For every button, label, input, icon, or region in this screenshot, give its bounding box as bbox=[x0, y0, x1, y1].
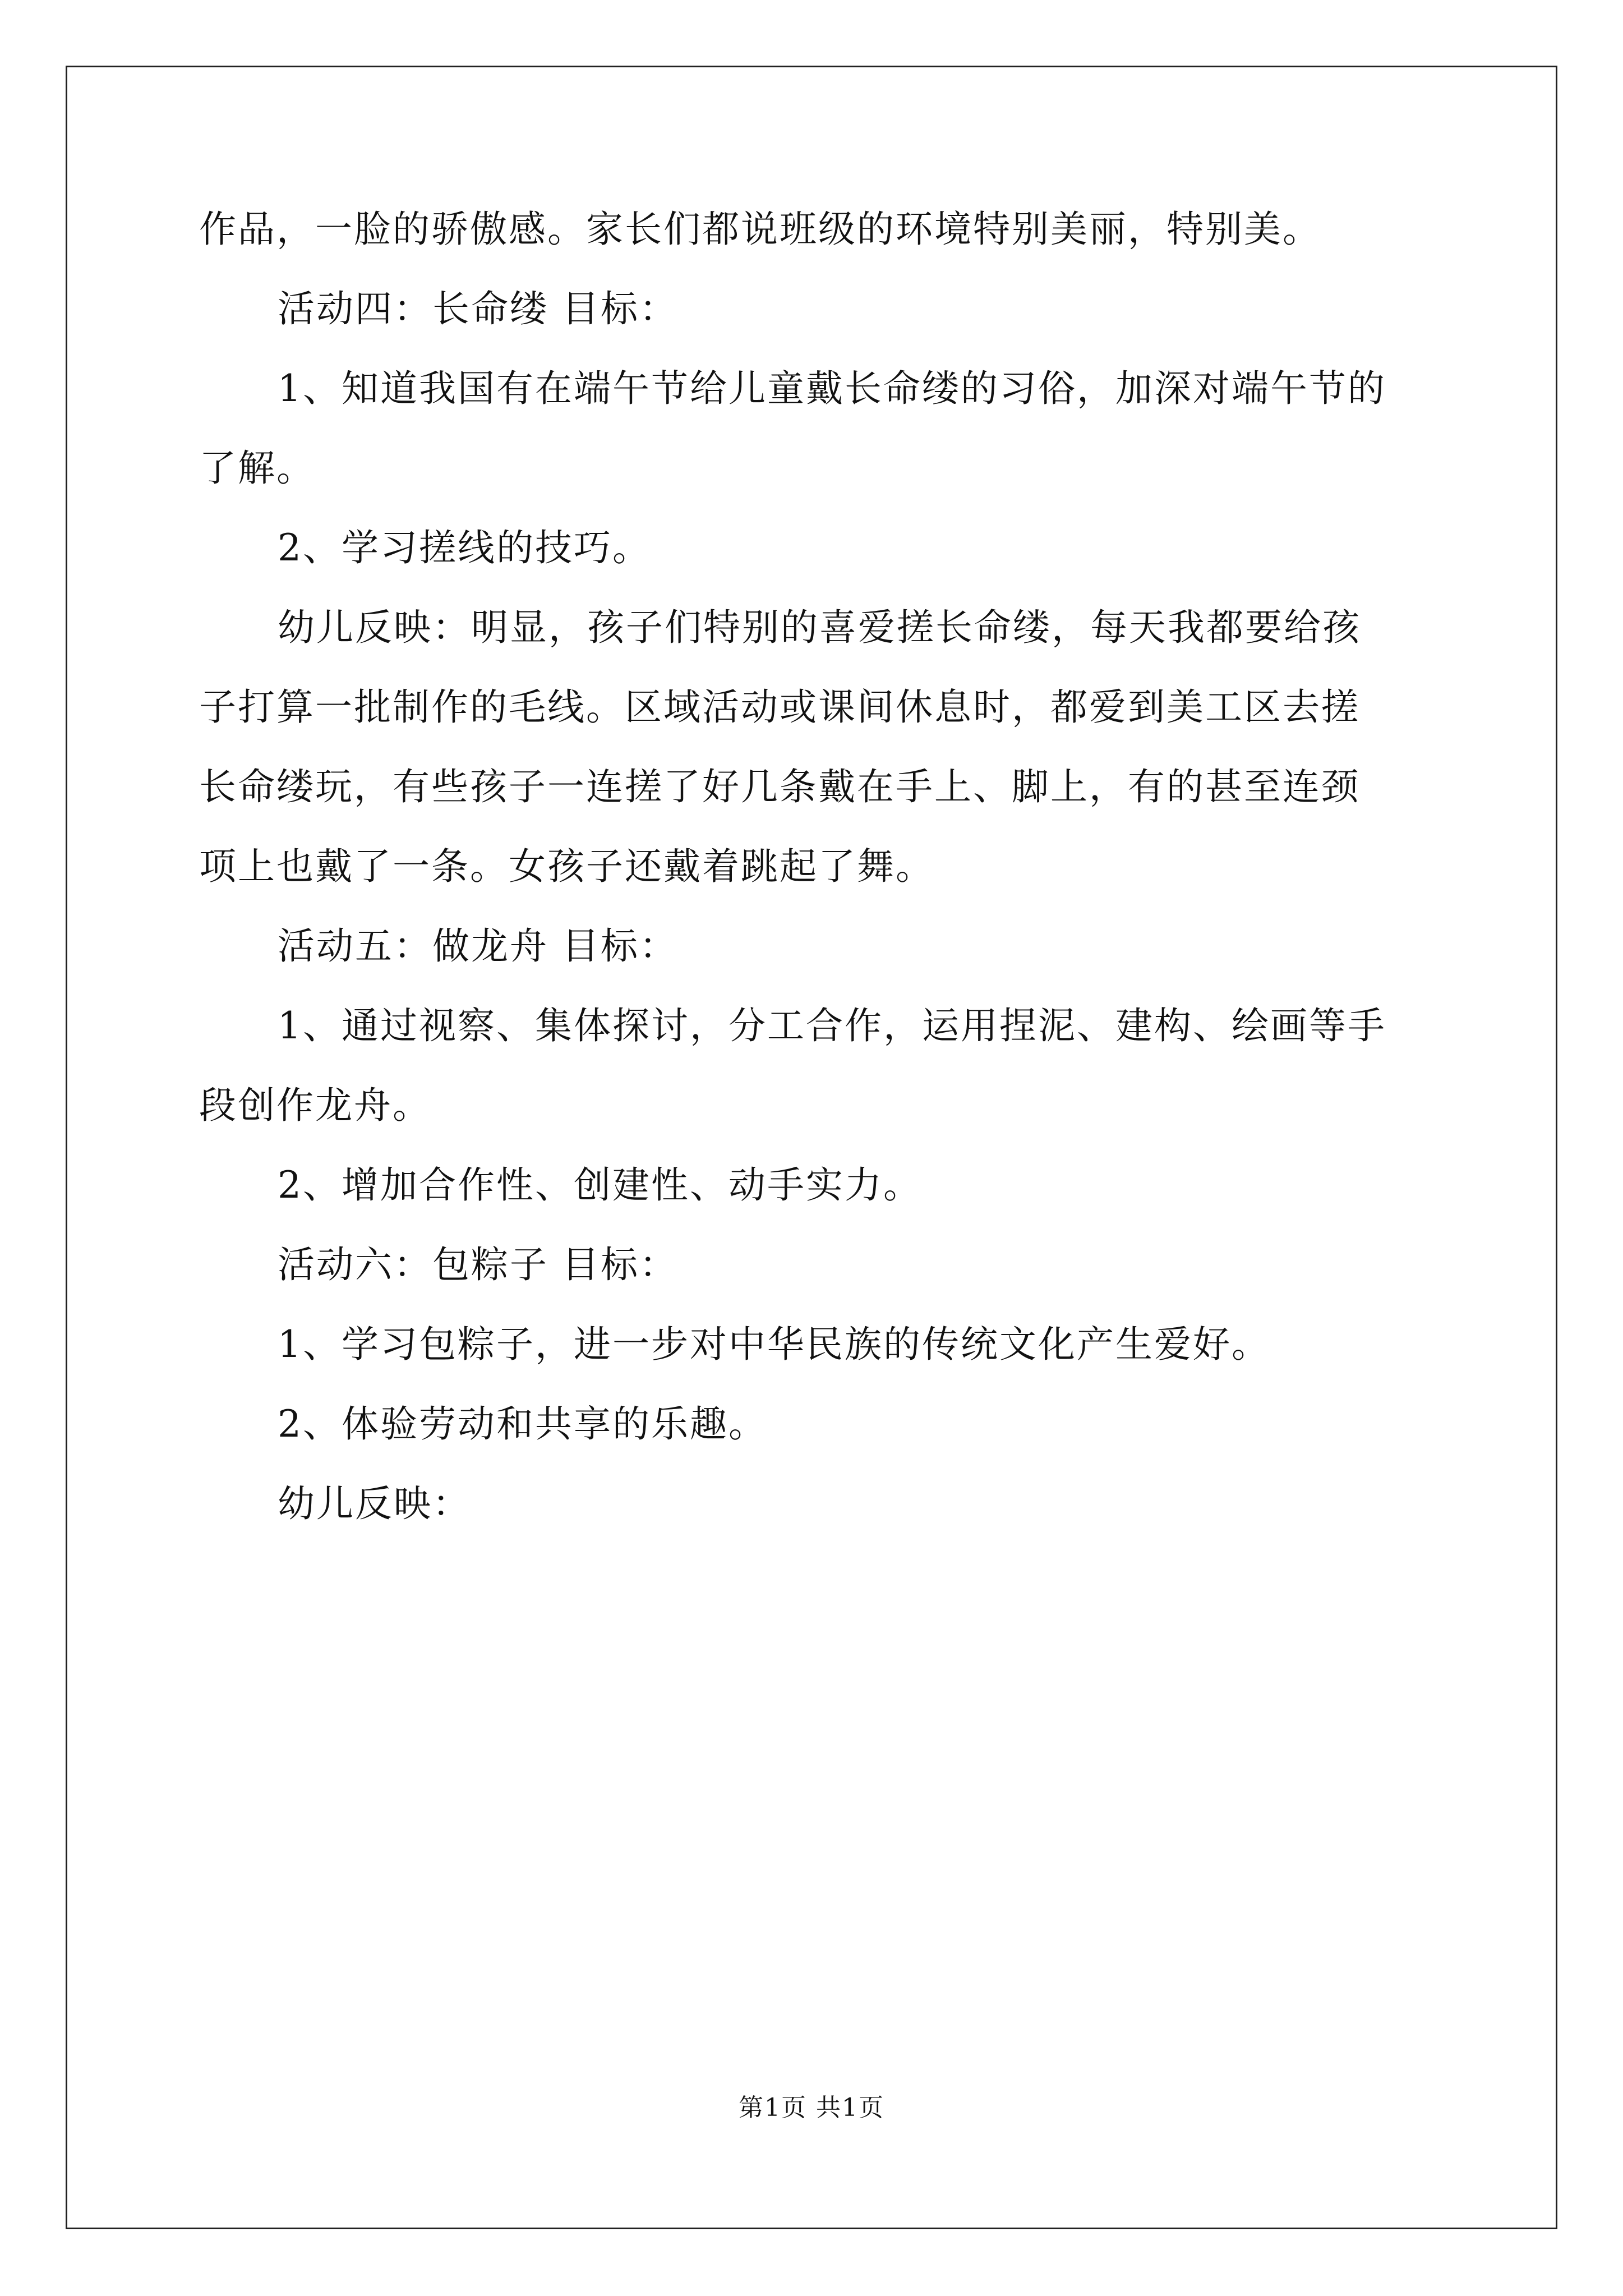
paragraph-line: 2、增加合作性、创建性、动手实力。 bbox=[278, 1163, 922, 1207]
paragraph-line: 1、知道我国有在端午节给儿童戴长命缕的习俗，加深对端午节的 bbox=[278, 367, 1386, 410]
paragraph-line: 2、体验劳动和共享的乐趣。 bbox=[278, 1402, 767, 1446]
paragraph-line: 幼儿反映：明显，孩子们特别的喜爱搓长命缕，每天我都要给孩 bbox=[278, 606, 1361, 649]
paragraph-line: 幼儿反映： bbox=[278, 1482, 471, 1525]
paragraph-line: 子打算一批制作的毛线。区域活动或课间休息时，都爱到美工区去搓 bbox=[199, 685, 1360, 729]
section-heading-activity-6: 活动六：包粽子 目标： bbox=[278, 1243, 678, 1286]
section-heading-activity-4: 活动四：长命缕 目标： bbox=[278, 287, 678, 330]
paragraph-line: 1、通过视察、集体探讨，分工合作，运用捏泥、建构、绘画等手 bbox=[278, 1004, 1386, 1047]
paragraph-line: 1、学习包粽子，进一步对中华民族的传统文化产生爱好。 bbox=[278, 1323, 1270, 1366]
paragraph-line: 2、学习搓线的技巧。 bbox=[278, 526, 651, 569]
paragraph-line: 作品，一脸的骄傲感。家长们都说班级的环境特别美丽，特别美。 bbox=[199, 208, 1321, 251]
paragraph-line: 项上也戴了一条。女孩子还戴着跳起了舞。 bbox=[199, 845, 934, 888]
paragraph-line: 了解。 bbox=[199, 447, 315, 490]
section-heading-activity-5: 活动五：做龙舟 目标： bbox=[278, 924, 678, 968]
paragraph-line: 长命缕玩，有些孩子一连搓了好几条戴在手上、脚上，有的甚至连颈 bbox=[199, 765, 1360, 808]
page-number-footer: 第1页 共1页 bbox=[739, 2093, 884, 2122]
paragraph-line: 段创作龙舟。 bbox=[199, 1084, 431, 1127]
